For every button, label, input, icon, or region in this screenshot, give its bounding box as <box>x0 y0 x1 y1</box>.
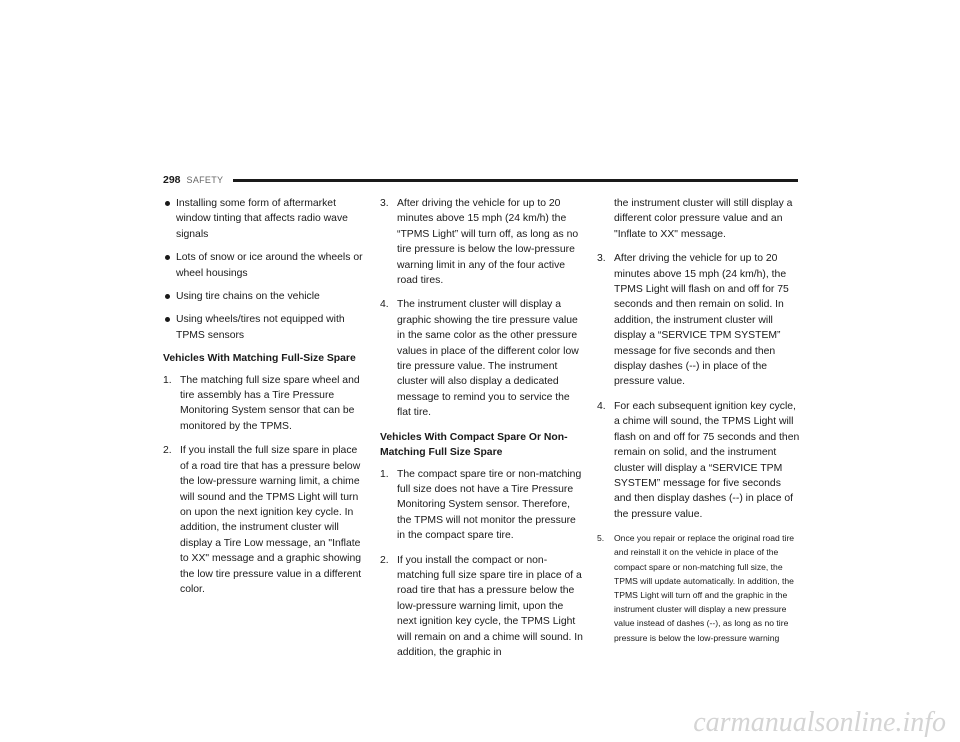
numbered-item: 2. If you install the compact or non-matching full size spare tire in place of a road tire that has a pressure below the low-pressure warning limit, upon the next ignition key cycle, the TPMS Light will remain on and a chime will sound. In addition, the graphic in <box>380 554 583 658</box>
column-3 <box>597 196 800 654</box>
section-heading: Vehicles With Compact Spare Or Non-Matching Full Size Spare <box>380 431 568 459</box>
numbered-item: 5. Once you repair or replace the original road tire and reinstall it on the vehicle in place of the compact spare or non-matching full size, the TPMS will update automatically. In addition, the TPMS Light will turn off and the graphic in the instrument cluster will display a new pressure value instead of dashes (--), as long as no tire pressure is below the low-pressure warning <box>597 533 795 643</box>
column-2 <box>380 196 583 669</box>
numbered-item: 1. The matching full size spare wheel and tire assembly has a Tire Pressure Monitoring System sensor that can be monitored by the TPMS. <box>163 374 360 432</box>
numbered-item: 4. For each subsequent ignition key cycle, a chime will sound, the TPMS Light will flash on and off for 75 seconds and then remain on solid, and the instrument cluster will display a “SERVICE TPM SYSTEM” message for five seconds and then display dashes (--) in place of the pressure value. <box>597 400 800 520</box>
numbered-item: 1. The compact spare tire or non-matching full size does not have a Tire Pressure Monitoring System sensor. Therefore, the TPMS will not monitor the pressure in the compact spare tire. <box>380 468 582 542</box>
section-title: SAFETY <box>186 175 224 185</box>
numbered-item: 3. After driving the vehicle for up to 20 minutes above 15 mph (24 km/h) the “TPMS Light” will turn off, as long as no tire pressure is below the low-pressure warning limit in any of the four active road tires. <box>380 198 579 287</box>
numbered-item: 3. After driving the vehicle for up to 20 minutes above 15 mph (24 km/h), the TPMS Light will flash on and off for 75 seconds and then remain on solid. In addition, the instrument cluster will display a “SERVICE TPM SYSTEM” message for five seconds and then display dashes (--) in place of the pressure value. <box>597 253 789 388</box>
bullet-item: Using wheels/tires not equipped with TPMS sensors <box>163 312 366 343</box>
page-number: 298 <box>163 174 181 186</box>
page-header <box>163 172 798 188</box>
continued-text: the instrument cluster will still display a different color pressure value and an "Inflate to XX" message. <box>614 198 793 240</box>
bullet-dot-icon <box>165 255 170 260</box>
header-rule <box>233 179 798 182</box>
bullet-dot-icon <box>165 294 170 299</box>
column-1 <box>163 196 366 606</box>
bullet-dot-icon <box>165 201 170 206</box>
bullet-item: Using tire chains on the vehicle <box>163 289 366 304</box>
bullet-dot-icon <box>165 317 170 322</box>
section-heading: Vehicles With Matching Full-Size Spare <box>163 353 356 365</box>
numbered-item: 4. The instrument cluster will display a graphic showing the tire pressure value in the same color as the other pressure values in place of the different color low tire pressure value. The instrument cluster will also display a dedicated message to remind you to service the flat tire. <box>380 299 579 419</box>
bullet-item: Lots of snow or ice around the wheels or wheel housings <box>163 250 366 281</box>
bullet-item: Installing some form of aftermarket window tinting that affects radio wave signals <box>163 196 366 242</box>
watermark: carmanualsonline.info <box>693 707 946 738</box>
numbered-item: 2. If you install the full size spare in place of a road tire that has a pressure below the low-pressure warning limit, a chime will sound and the TPMS Light will turn on upon the next ignition key cycle. In addition, the instrument cluster will display a Tire Low message, an "Inflate to XX" message and a graphic showing the low tire pressure value in a different color. <box>163 445 362 595</box>
